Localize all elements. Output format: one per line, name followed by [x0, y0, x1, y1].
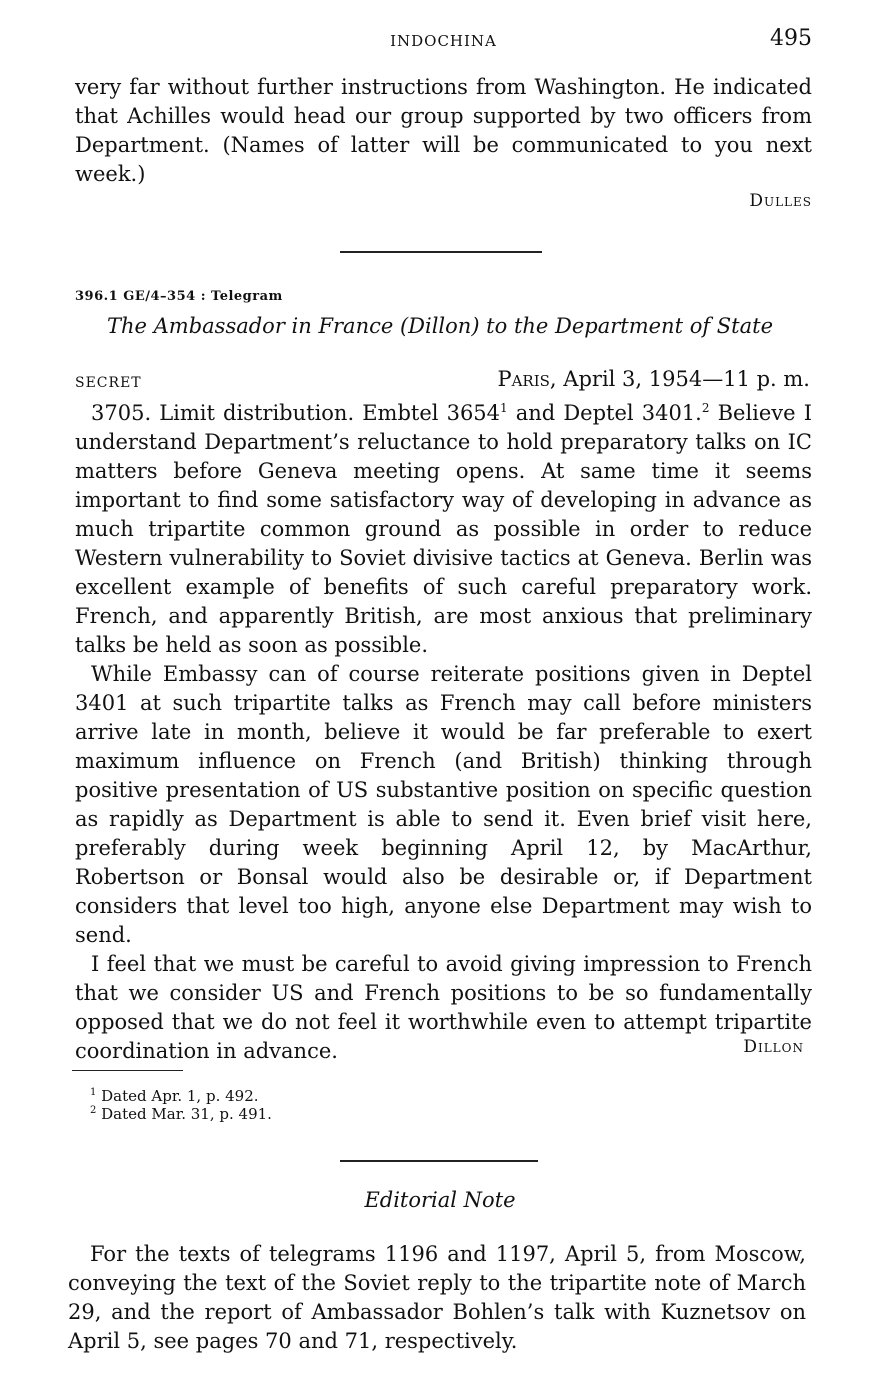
page-number: 495	[770, 26, 812, 51]
footnote-text: Dated Apr. 1, p. 492.	[101, 1087, 259, 1105]
previous-document-paragraph: very far without further instructions from Washington. He indicated that Achilles would head our group supported by two officers from Department. (Names of latter will be communicated to you next week.)	[75, 75, 812, 186]
running-head: INDOCHINA	[390, 32, 497, 50]
document-signature: Dillon	[743, 1037, 804, 1057]
page-header	[75, 28, 812, 52]
footnote-mark: 2	[90, 1105, 97, 1116]
footnote-ref-2: 2	[701, 401, 710, 415]
footnote-divider	[72, 1070, 183, 1071]
editorial-note-title: Editorial Note	[364, 1188, 516, 1212]
file-number: 396.1 GE/4–354 : Telegram	[75, 289, 283, 304]
p1-text-a: 3705. Limit distribution. Embtel 3654	[91, 401, 501, 425]
document-title: The Ambassador in France (Dillon) to the Department of State	[106, 314, 773, 338]
footnote-text: Dated Mar. 31, p. 491.	[101, 1105, 272, 1123]
editorial-note-body	[68, 1240, 806, 1356]
section-divider	[340, 251, 542, 253]
telegram-body	[75, 399, 812, 1066]
previous-document-text	[75, 73, 812, 189]
body-paragraph-1	[75, 399, 812, 660]
dateline	[497, 367, 810, 391]
footnote-ref-1: 1	[500, 401, 508, 415]
footnotes	[90, 1087, 272, 1123]
editorial-note-paragraph: For the texts of telegrams 1196 and 1197, April 5, from Moscow, conveying the text of the Soviet reply to the tripartite note of March 29, and the report of Ambassador Bohlen’s talk with Kuznetsov on April 5, see pages 70 and 71, respectively.	[68, 1242, 806, 1353]
classification-label: SECRET	[75, 375, 142, 391]
p1-text-c: Believe I understand Department’s reluctance to hold preparatory talks on IC matters before Geneva meeting opens. At same time it seems important to find some satisfactory way of developing in advance as much tripartite common ground as possible in order to reduce Western vulnerability to Soviet divisive tactics at Geneva. Berlin was excellent example of benefits of such careful preparatory work. French, and apparently British, are most anxious that preliminary talks be held as soon as possible.	[75, 401, 812, 657]
body-paragraph-3: I feel that we must be careful to avoid giving impression to French that we consider US and French positions to be so fundamentally opposed that we do not feel it worthwhile even to attempt tripartite coordination in advance.	[75, 952, 812, 1063]
footnote-1	[90, 1087, 272, 1105]
footnote-2	[90, 1105, 272, 1123]
footnote-mark: 1	[90, 1087, 97, 1098]
previous-document-signature: Dulles	[749, 191, 812, 211]
dateline-date: April 3, 1954—11 p. m.	[563, 367, 810, 391]
dateline-place: Paris,	[497, 367, 557, 391]
body-paragraph-2: While Embassy can of course reiterate positions given in Deptel 3401 at such tripartite talks as French may call before ministers arrive late in month, believe it would be far preferable to exert maximum influence on French (and British) thinking through positive presentation of US substantive position on specific question as rapidly as Department is able to send it. Even brief visit here, preferably during week beginning April 12, by MacArthur, Robertson or Bonsal would also be desirable or, if Department considers that level too high, anyone else Department may wish to send.	[75, 662, 812, 947]
p1-text-b: and Deptel 3401.	[507, 401, 702, 425]
section-divider	[340, 1160, 538, 1162]
